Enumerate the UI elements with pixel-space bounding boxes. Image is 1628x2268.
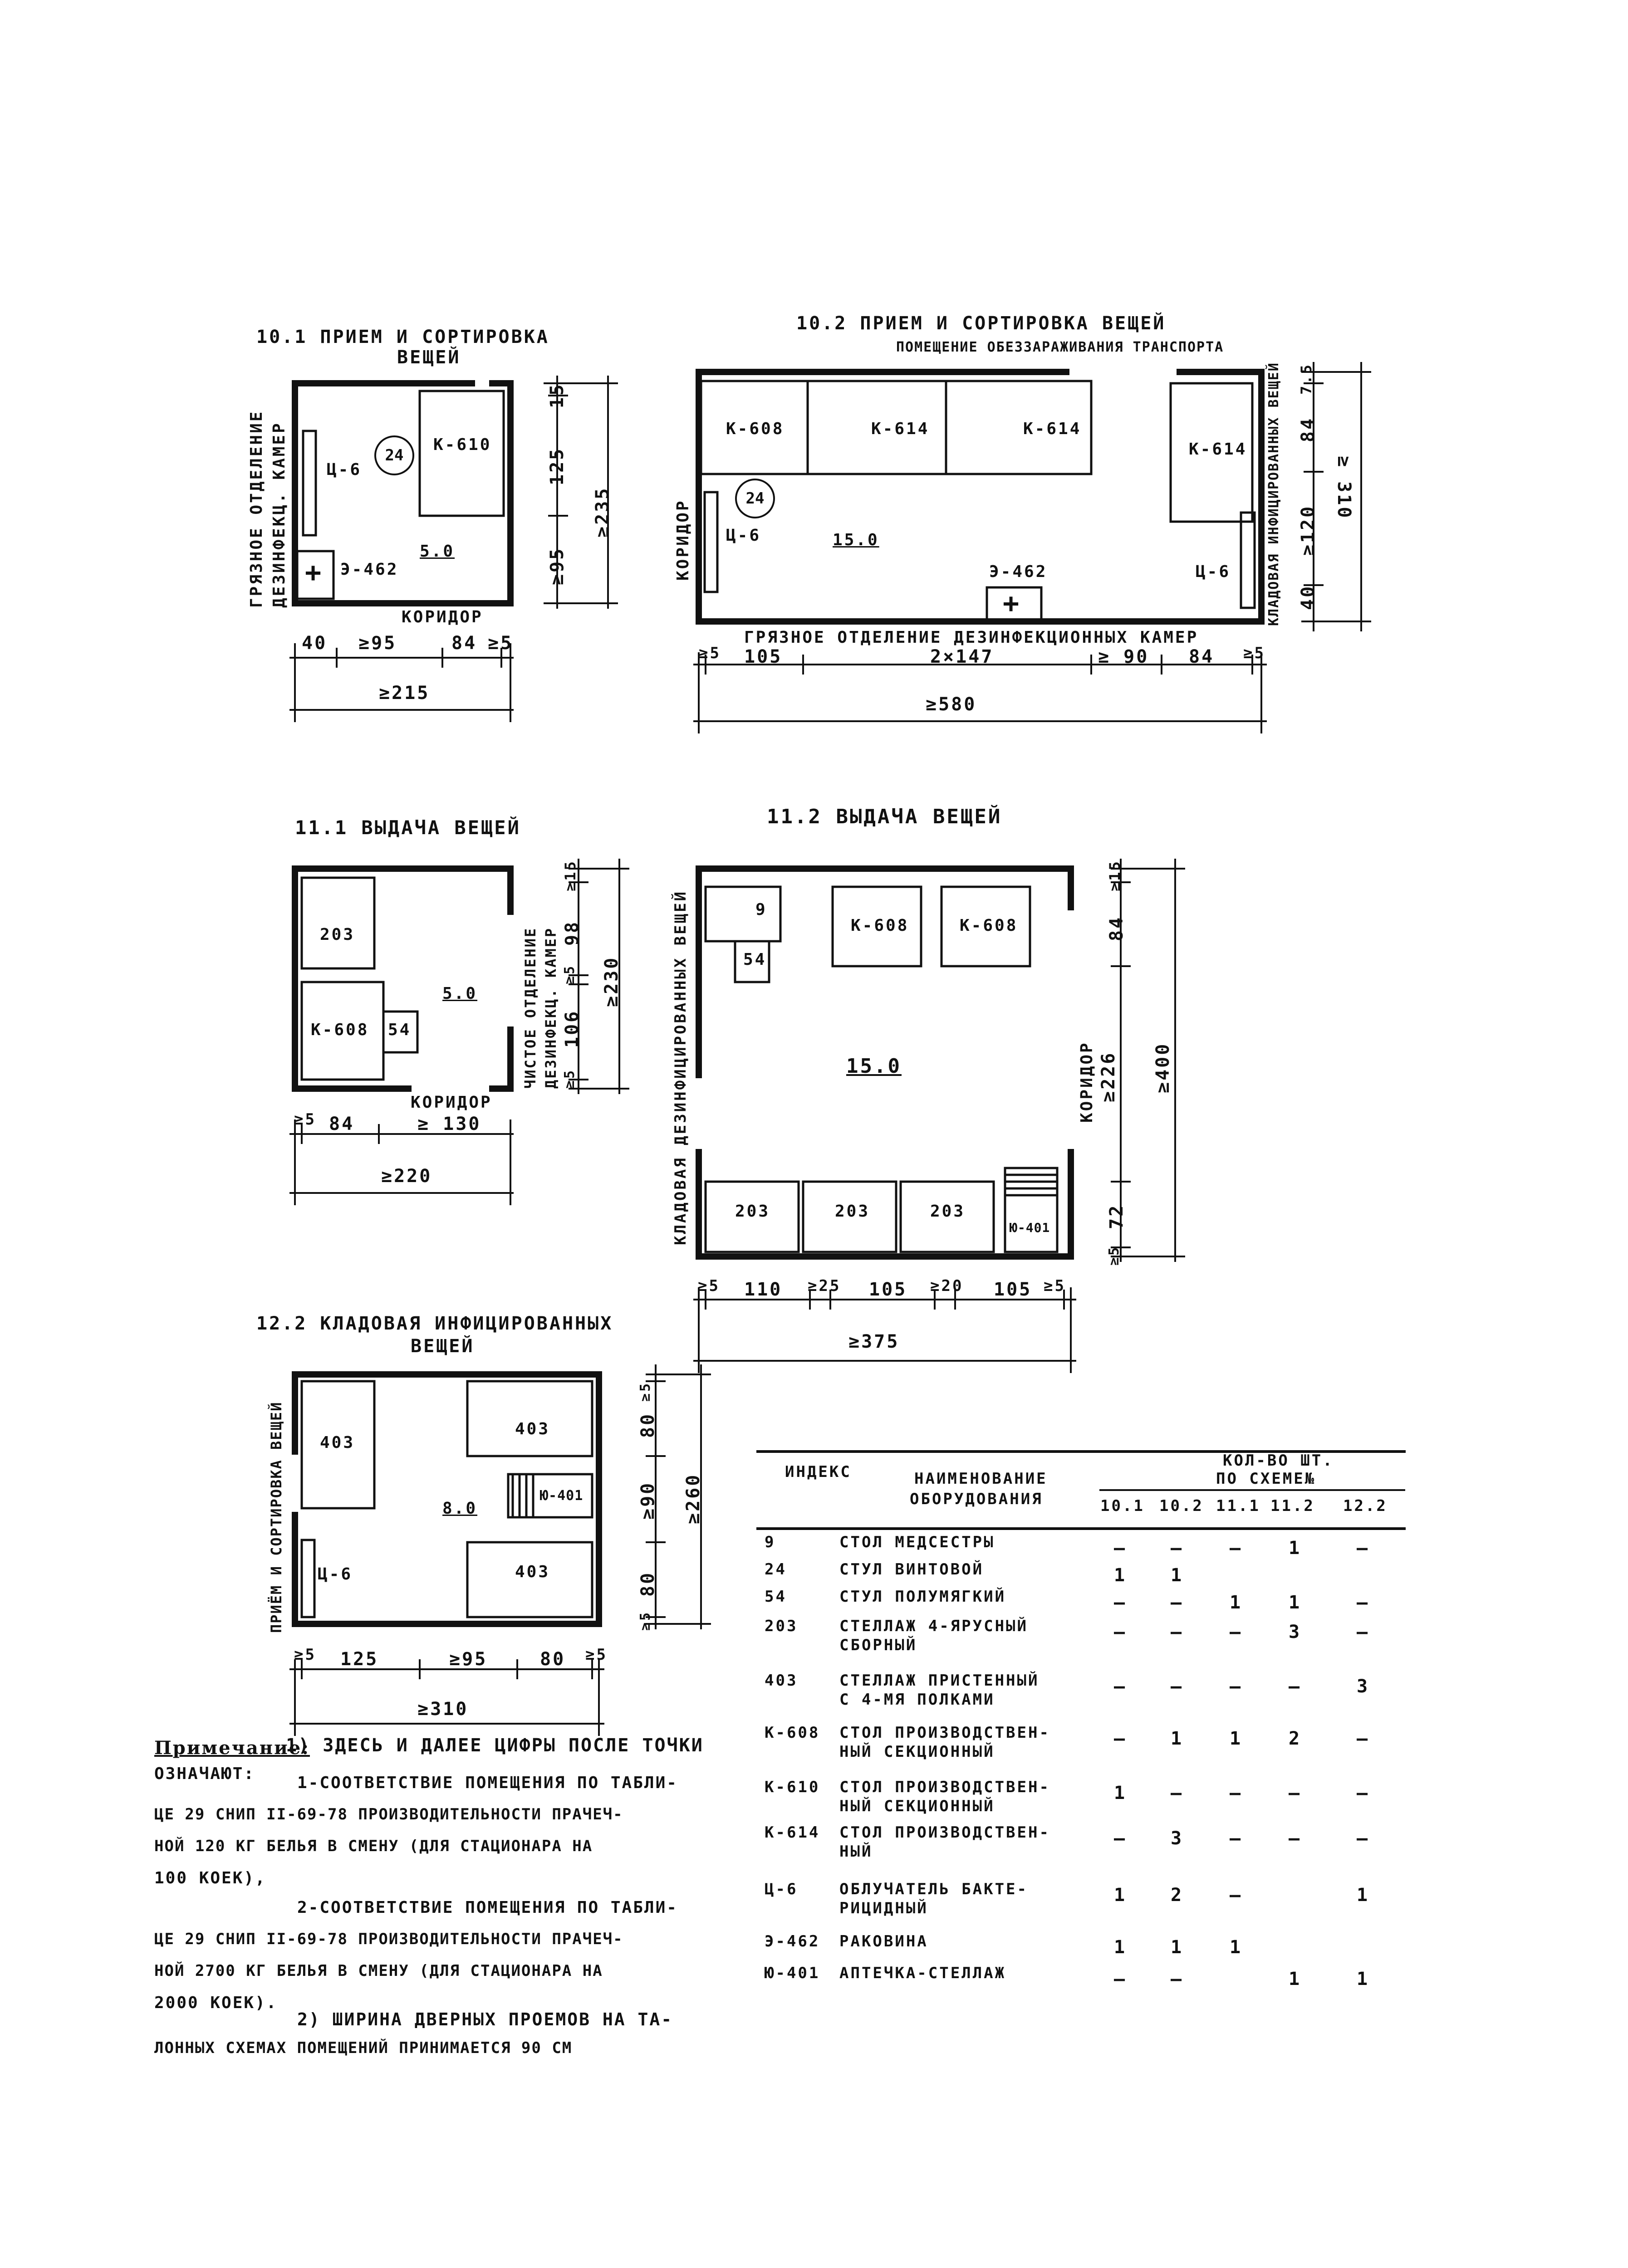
plan-10-1-dim-r3: ≥95 bbox=[547, 547, 568, 585]
plan-11-2-dim-4: 105 bbox=[869, 1279, 907, 1300]
table-row-qty: 3 bbox=[1289, 1622, 1302, 1642]
table-row-qty: — bbox=[1114, 1676, 1127, 1697]
plan-12-2-area: 8.0 bbox=[442, 1499, 478, 1518]
plan-12-2-dim-2: 125 bbox=[340, 1649, 379, 1670]
plan-10-1-k610: К-610 bbox=[433, 435, 492, 454]
plan-11-2-dim-6: 105 bbox=[994, 1279, 1032, 1300]
table-row-name-2: РИЦИДНЫЙ bbox=[839, 1899, 928, 1917]
note-line-5: 100 КОЕК), bbox=[154, 1869, 266, 1887]
plan-12-2-dim-r2: 80 bbox=[637, 1412, 658, 1438]
table-scheme-11-2: 11.2 bbox=[1270, 1497, 1315, 1515]
plan-11-2-dim-3: ≥25 bbox=[808, 1277, 841, 1295]
plan-11-2-dim-r5: ≥5 bbox=[1106, 1245, 1122, 1266]
plan-10-2-area: 15.0 bbox=[833, 531, 879, 549]
table-row-name-2: НЫЙ СЕКЦИОННЫЙ bbox=[839, 1797, 995, 1815]
plan-11-2-area: 15.0 bbox=[846, 1055, 902, 1078]
table-row-qty: — bbox=[1357, 1622, 1370, 1642]
table-header-qty-2: ПО СХЕМЕ№ bbox=[1216, 1470, 1316, 1488]
table-scheme-10-1: 10.1 bbox=[1100, 1497, 1145, 1515]
note-line-1: 1) ЗДЕСЬ И ДАЛЕЕ ЦИФРЫ ПОСЛЕ ТОЧКИ bbox=[286, 1735, 704, 1756]
plan-10-1-dim-4: ≥5 bbox=[488, 633, 514, 654]
table-row-index: Э-462 bbox=[765, 1932, 820, 1950]
plan-10-1-dim-3: 84 bbox=[451, 633, 477, 654]
plan-12-2-403c: 403 bbox=[515, 1563, 550, 1581]
table-header-qty-1: КОЛ-ВО ШТ. bbox=[1223, 1452, 1334, 1470]
plan-10-2-dim-total-h: ≥ 310 bbox=[1334, 456, 1354, 520]
plan-12-2-dim-total-w: ≥310 bbox=[417, 1699, 469, 1720]
plan-12-2-403a: 403 bbox=[320, 1433, 355, 1452]
plan-11-1-k608: К-608 bbox=[311, 1021, 369, 1039]
note-line-4: НОЙ 120 КГ БЕЛЬЯ В СМЕНУ (ДЛЯ СТАЦИОНАРА НА bbox=[154, 1837, 593, 1855]
plan-11-1-title: 11.1 ВЫДАЧА ВЕЩЕЙ bbox=[295, 816, 521, 839]
plan-10-2-sink-icon: + bbox=[1003, 587, 1020, 619]
plan-10-2-c6b: Ц-6 bbox=[1196, 562, 1231, 581]
plan-10-2-position-marker: 24 bbox=[735, 479, 775, 518]
table-row-qty: — bbox=[1230, 1828, 1243, 1849]
plan-11-2-dim-r1: ≥15 bbox=[1106, 860, 1123, 891]
plan-11-1-dim-r5: ≥5 bbox=[562, 1068, 578, 1089]
table-row-qty: — bbox=[1114, 1538, 1127, 1559]
plan-10-1-title: 10.1 ПРИЕМ И СОРТИРОВКА bbox=[256, 327, 549, 347]
table-header-index: ИНДЕКС bbox=[785, 1463, 852, 1481]
plan-12-2-dim-r4: 80 bbox=[637, 1571, 658, 1597]
table-row-qty: 1 bbox=[1230, 1728, 1243, 1749]
plan-10-2-dim-r3: ≥120 bbox=[1298, 504, 1319, 556]
note-line-2b: 1-СООТВЕТСТВИЕ ПОМЕЩЕНИЯ ПО ТАБЛИ- bbox=[297, 1774, 678, 1792]
plan-11-2-dim-r2: 84 bbox=[1106, 915, 1127, 941]
table-row-qty: 2 bbox=[1289, 1728, 1302, 1749]
table-row-qty: — bbox=[1357, 1538, 1370, 1559]
plan-12-2-dim-4: 80 bbox=[540, 1649, 566, 1670]
plan-12-2-title-line2: ВЕЩЕЙ bbox=[411, 1336, 475, 1357]
table-row-name-2: НЫЙ СЕКЦИОННЫЙ bbox=[839, 1743, 995, 1761]
table-row-qty: 1 bbox=[1171, 1728, 1184, 1749]
plan-10-2-right-label: КЛАДОВАЯ ИНФИЦИРОВАННЫХ ВЕЩЕЙ bbox=[1266, 362, 1282, 626]
plan-10-1-e462: Э-462 bbox=[340, 560, 399, 579]
note-label: Примечание: bbox=[154, 1737, 310, 1759]
table-row-qty: 3 bbox=[1171, 1828, 1184, 1849]
plan-12-2-dim-total-h: ≥260 bbox=[683, 1473, 704, 1524]
plan-12-2-dim-r3: ≥90 bbox=[637, 1481, 658, 1520]
table-row-qty: — bbox=[1289, 1828, 1302, 1849]
plan-12-2-dim-1: ≥5 bbox=[294, 1646, 316, 1664]
plan-10-2-dim-6: ≥5 bbox=[1243, 644, 1265, 662]
table-row-qty: 1 bbox=[1114, 1937, 1127, 1958]
plan-10-2-eq-4: К-614 bbox=[1189, 440, 1247, 459]
note-line-8: НОЙ 2700 КГ БЕЛЬЯ В СМЕНУ (ДЛЯ СТАЦИОНАРА НА bbox=[154, 1962, 603, 1980]
table-row-qty: — bbox=[1171, 1622, 1184, 1642]
plan-10-2-dim-1: ≥5 bbox=[699, 644, 721, 662]
plan-10-2-walls bbox=[699, 372, 1261, 621]
table-row-qty: 1 bbox=[1289, 1592, 1302, 1613]
plan-12-2-side-label: ПРИЁМ И СОРТИРОВКА ВЕЩЕЙ bbox=[268, 1401, 285, 1633]
table-row-index: К-614 bbox=[765, 1823, 820, 1842]
table-row-index: 9 bbox=[765, 1533, 776, 1551]
plan-12-2-dim-r1: ≥5 bbox=[637, 1381, 653, 1402]
table-row-qty: — bbox=[1114, 1969, 1127, 1989]
table-row-index: 203 bbox=[765, 1617, 798, 1635]
table-row-qty: — bbox=[1171, 1676, 1184, 1697]
plan-11-2-k608a: К-608 bbox=[851, 916, 909, 935]
table-row-index: Ю-401 bbox=[765, 1964, 820, 1982]
table-row-qty: — bbox=[1114, 1622, 1127, 1642]
plan-10-2-eq-2: К-614 bbox=[871, 420, 930, 438]
table-row-index: Ц-6 bbox=[765, 1880, 798, 1898]
table-row-name: СТОЛ ПРОИЗВОДСТВЕН- bbox=[839, 1823, 1050, 1842]
plan-10-2-dim-5: 84 bbox=[1189, 646, 1215, 667]
table-row-qty: — bbox=[1230, 1676, 1243, 1697]
table-row-name: СТЕЛЛАЖ ПРИСТЕННЫЙ bbox=[839, 1672, 1040, 1690]
table-row-qty: 1 bbox=[1289, 1538, 1302, 1559]
note-line-3: ЦЕ 29 СНИП II-69-78 ПРОИЗВОДИТЕЛЬНОСТИ ПРАЧЕЧ- bbox=[154, 1805, 623, 1823]
table-row-qty: 1 bbox=[1357, 1885, 1370, 1906]
plan-11-2-left-label: КЛАДОВАЯ ДЕЗИНФИЦИРОВАННЫХ ВЕЩЕЙ bbox=[672, 890, 690, 1245]
plan-10-2-eq-3: К-614 bbox=[1023, 420, 1082, 438]
table-row-index: 403 bbox=[765, 1672, 798, 1690]
table-row-qty: — bbox=[1357, 1783, 1370, 1804]
plan-10-2-dim-2: 105 bbox=[744, 646, 783, 667]
table-row-qty: — bbox=[1171, 1538, 1184, 1559]
table-row-name: СТОЛ ПРОИЗВОДСТВЕН- bbox=[839, 1778, 1050, 1796]
plan-10-2-eq-1: К-608 bbox=[726, 420, 785, 438]
plan-10-2-c6a: Ц-6 bbox=[726, 526, 761, 545]
plan-10-2-dim-4: ≥ 90 bbox=[1098, 646, 1149, 667]
plan-11-1-dim-total-w: ≥220 bbox=[381, 1166, 432, 1187]
note-line-10: 2) ШИРИНА ДВЕРНЫХ ПРОЕМОВ НА ТА- bbox=[297, 2009, 673, 2029]
plan-11-2-k608b: К-608 bbox=[960, 916, 1018, 935]
table-row-name: СТЕЛЛАЖ 4-ЯРУСНЫЙ bbox=[839, 1617, 1028, 1635]
table-row-qty: — bbox=[1230, 1622, 1243, 1642]
table-row-qty: 1 bbox=[1171, 1565, 1184, 1586]
table-row-qty: — bbox=[1289, 1676, 1302, 1697]
plan-10-1-sink-icon: + bbox=[305, 557, 322, 588]
plan-10-2-bottom-label: ГРЯЗНОЕ ОТДЕЛЕНИЕ ДЕЗИНФЕКЦИОННЫХ КАМЕР bbox=[744, 628, 1199, 647]
plan-11-1-area: 5.0 bbox=[442, 984, 478, 1003]
table-row-index: К-608 bbox=[765, 1724, 820, 1742]
plan-10-1-area: 5.0 bbox=[420, 542, 455, 561]
plan-11-2-dim-total-h: ≥400 bbox=[1152, 1042, 1173, 1093]
table-row-qty: 1 bbox=[1230, 1592, 1243, 1613]
plan-11-2-title: 11.2 ВЫДАЧА ВЕЩЕЙ bbox=[767, 805, 1002, 828]
table-row-qty: — bbox=[1114, 1728, 1127, 1749]
plan-10-2-dim-3: 2×147 bbox=[930, 646, 994, 667]
table-row-qty: — bbox=[1230, 1538, 1243, 1559]
table-row-qty: — bbox=[1114, 1592, 1127, 1613]
table-header-name-2: ОБОРУДОВАНИЯ bbox=[910, 1490, 1043, 1508]
plan-11-2-9: 9 bbox=[755, 900, 767, 919]
table-row-name: ОБЛУЧАТЕЛЬ БАКТЕ- bbox=[839, 1880, 1028, 1898]
plan-11-2-dim-r4: 72 bbox=[1106, 1203, 1127, 1229]
table-header-name-1: НАИМЕНОВАНИЕ bbox=[914, 1470, 1048, 1488]
table-row-qty: 1 bbox=[1114, 1565, 1127, 1586]
table-row-qty: — bbox=[1289, 1783, 1302, 1804]
table-row-qty: 1 bbox=[1114, 1885, 1127, 1906]
table-row-name-2: НЫЙ bbox=[839, 1843, 873, 1861]
note-line-7: ЦЕ 29 СНИП II-69-78 ПРОИЗВОДИТЕЛЬНОСТИ ПРАЧЕЧ- bbox=[154, 1930, 623, 1948]
plan-11-2-dim-2: 110 bbox=[744, 1279, 783, 1300]
plan-10-2-dim-total-w: ≥580 bbox=[926, 694, 977, 715]
plan-11-2-203b: 203 bbox=[835, 1202, 870, 1221]
plan-11-1-walls bbox=[295, 869, 510, 1089]
plan-11-1-54: 54 bbox=[388, 1021, 412, 1039]
table-row-qty: 1 bbox=[1230, 1937, 1243, 1958]
plan-10-2-dim-r1: 7.5 bbox=[1298, 363, 1315, 395]
table-row-qty: — bbox=[1114, 1828, 1127, 1849]
table-scheme-10-2: 10.2 bbox=[1159, 1497, 1204, 1515]
plan-11-1-equipment bbox=[302, 878, 417, 1080]
table-row-qty: 1 bbox=[1289, 1969, 1302, 1989]
table-row-qty: — bbox=[1171, 1783, 1184, 1804]
note-line-6: 2-СООТВЕТСТВИЕ ПОМЕЩЕНИЯ ПО ТАБЛИ- bbox=[297, 1898, 678, 1917]
plan-11-1-dim-r2: 98 bbox=[562, 920, 583, 946]
plan-10-1-dim-r1: 15 bbox=[547, 382, 568, 408]
table-row-qty: — bbox=[1230, 1885, 1243, 1906]
table-row-qty: 3 bbox=[1357, 1676, 1370, 1697]
plan-10-1-side-label-1: ГРЯЗНОЕ ОТДЕЛЕНИЕ bbox=[247, 410, 266, 608]
plan-11-1-203: 203 bbox=[320, 925, 355, 944]
plan-10-1-dim-r2: 125 bbox=[547, 447, 568, 485]
plan-12-2-dim-r5: ≥5 bbox=[637, 1610, 653, 1631]
table-row-name: СТОЛ ПРОИЗВОДСТВЕН- bbox=[839, 1724, 1050, 1742]
table-scheme-11-1: 11.1 bbox=[1216, 1497, 1260, 1515]
note-line-9: 2000 КОЕК). bbox=[154, 1994, 278, 2012]
plan-11-1-side-label-1: ЧИСТОЕ ОТДЕЛЕНИЕ bbox=[522, 927, 539, 1089]
table-row-name: АПТЕЧКА-СТЕЛЛАЖ bbox=[839, 1964, 1006, 1982]
plan-10-2-title: 10.2 ПРИЕМ И СОРТИРОВКА ВЕЩЕЙ bbox=[796, 313, 1166, 334]
table-row-qty: — bbox=[1357, 1828, 1370, 1849]
plan-12-2-dim-5: ≥5 bbox=[585, 1646, 608, 1664]
table-row-name: РАКОВИНА bbox=[839, 1932, 928, 1950]
table-row-name: СТУЛ ПОЛУМЯГКИЙ bbox=[839, 1588, 1006, 1606]
table-row-name: СТОЛ МЕДСЕСТРЫ bbox=[839, 1533, 995, 1551]
plan-11-1-dim-r4: 106 bbox=[562, 1009, 583, 1048]
plan-10-1-walls bbox=[295, 383, 510, 603]
plan-11-2-corridor: КОРИДОР bbox=[1078, 1041, 1096, 1123]
plan-10-1-title-line2: ВЕЩЕЙ bbox=[397, 347, 461, 368]
table-scheme-12-2: 12.2 bbox=[1343, 1497, 1388, 1515]
plan-11-1-dim-3: ≥ 130 bbox=[417, 1114, 481, 1134]
table-row-qty: 1 bbox=[1357, 1969, 1370, 1989]
table-row-index: 54 bbox=[765, 1588, 787, 1606]
plan-12-2-title: 12.2 КЛАДОВАЯ ИНФИЦИРОВАННЫХ bbox=[256, 1313, 613, 1334]
plan-11-1-dim-total-h: ≥230 bbox=[601, 956, 622, 1007]
plan-10-2-equipment bbox=[701, 381, 1255, 621]
table-row-qty: — bbox=[1357, 1728, 1370, 1749]
plan-10-2-dim-r4: 40 bbox=[1298, 584, 1319, 610]
table-row-name-2: СБОРНЫЙ bbox=[839, 1636, 917, 1654]
plan-12-2-403b: 403 bbox=[515, 1420, 550, 1438]
plan-11-1-side-label-2: ДЕЗИНФЕКЦ. КАМЕР bbox=[542, 927, 559, 1089]
table-row-index: 24 bbox=[765, 1560, 787, 1579]
table-row-qty: — bbox=[1357, 1592, 1370, 1613]
plan-10-1-corridor: КОРИДОР bbox=[402, 608, 483, 626]
plan-11-2-dim-5: ≥20 bbox=[930, 1277, 964, 1295]
plan-11-1-dim-1: ≥5 bbox=[294, 1110, 316, 1129]
table-row-qty: 2 bbox=[1171, 1885, 1184, 1906]
table-row-qty: — bbox=[1171, 1969, 1184, 1989]
plan-11-1-dim-r1: ≥15 bbox=[562, 860, 579, 891]
table-row-qty: — bbox=[1171, 1592, 1184, 1613]
plan-10-2-corridor: КОРИДОР bbox=[674, 499, 692, 581]
plan-10-1-position-marker: 24 bbox=[374, 435, 414, 475]
plan-10-1-side-label-2: ДЕЗИНФЕКЦ. КАМЕР bbox=[270, 421, 289, 608]
plan-11-2-dim-1: ≥5 bbox=[698, 1277, 720, 1295]
plan-11-2-u401: Ю-401 bbox=[1010, 1220, 1050, 1235]
plan-12-2-u401: Ю-401 bbox=[540, 1488, 584, 1504]
plan-11-2-dim-7: ≥5 bbox=[1044, 1277, 1066, 1295]
plan-11-2-203a: 203 bbox=[735, 1202, 770, 1221]
plan-11-1-dim-2: 84 bbox=[329, 1114, 355, 1134]
plan-10-2-dim-r2: 84 bbox=[1298, 416, 1319, 442]
plan-11-2-dim-total-w: ≥375 bbox=[848, 1331, 900, 1352]
table-row-index: К-610 bbox=[765, 1778, 820, 1796]
plan-11-1-dim-r3: ≥5 bbox=[562, 964, 578, 984]
plan-10-1-dim-1: 40 bbox=[302, 633, 328, 654]
plan-10-1-dim-2: ≥95 bbox=[358, 633, 397, 654]
plan-10-1-c6: Ц-6 bbox=[327, 460, 362, 479]
plan-10-1-dim-total-h: ≥235 bbox=[592, 486, 613, 538]
table-row-name: СТУЛ ВИНТОВОЙ bbox=[839, 1560, 984, 1579]
plan-12-2-dim-3: ≥95 bbox=[449, 1649, 488, 1670]
note-line-2: ОЗНАЧАЮТ: bbox=[154, 1765, 255, 1783]
plan-11-1-corridor: КОРИДОР bbox=[411, 1093, 492, 1112]
plan-10-2-e462: Э-462 bbox=[989, 562, 1048, 581]
plan-12-2-c6: Ц-6 bbox=[318, 1565, 353, 1584]
plan-10-1-dim-total-w: ≥215 bbox=[379, 683, 430, 704]
plan-11-2-dim-r3: ≥226 bbox=[1098, 1051, 1119, 1102]
plan-11-2-54: 54 bbox=[743, 950, 767, 969]
plan-11-2-203c: 203 bbox=[930, 1202, 966, 1221]
note-line-11: ЛОННЫХ СХЕМАХ ПОМЕЩЕНИЙ ПРИНИМАЕТСЯ 90 СМ bbox=[154, 2039, 573, 2057]
plan-10-2-subtitle: ПОМЕЩЕНИЕ ОБЕЗЗАРАЖИВАНИЯ ТРАНСПОРТА bbox=[896, 339, 1224, 355]
table-row-name-2: С 4-МЯ ПОЛКАМИ bbox=[839, 1691, 995, 1709]
table-row-qty: — bbox=[1230, 1783, 1243, 1804]
table-row-qty: 1 bbox=[1171, 1937, 1184, 1958]
plan-10-1-equipment bbox=[297, 391, 504, 599]
table-row-qty: 1 bbox=[1114, 1783, 1127, 1804]
